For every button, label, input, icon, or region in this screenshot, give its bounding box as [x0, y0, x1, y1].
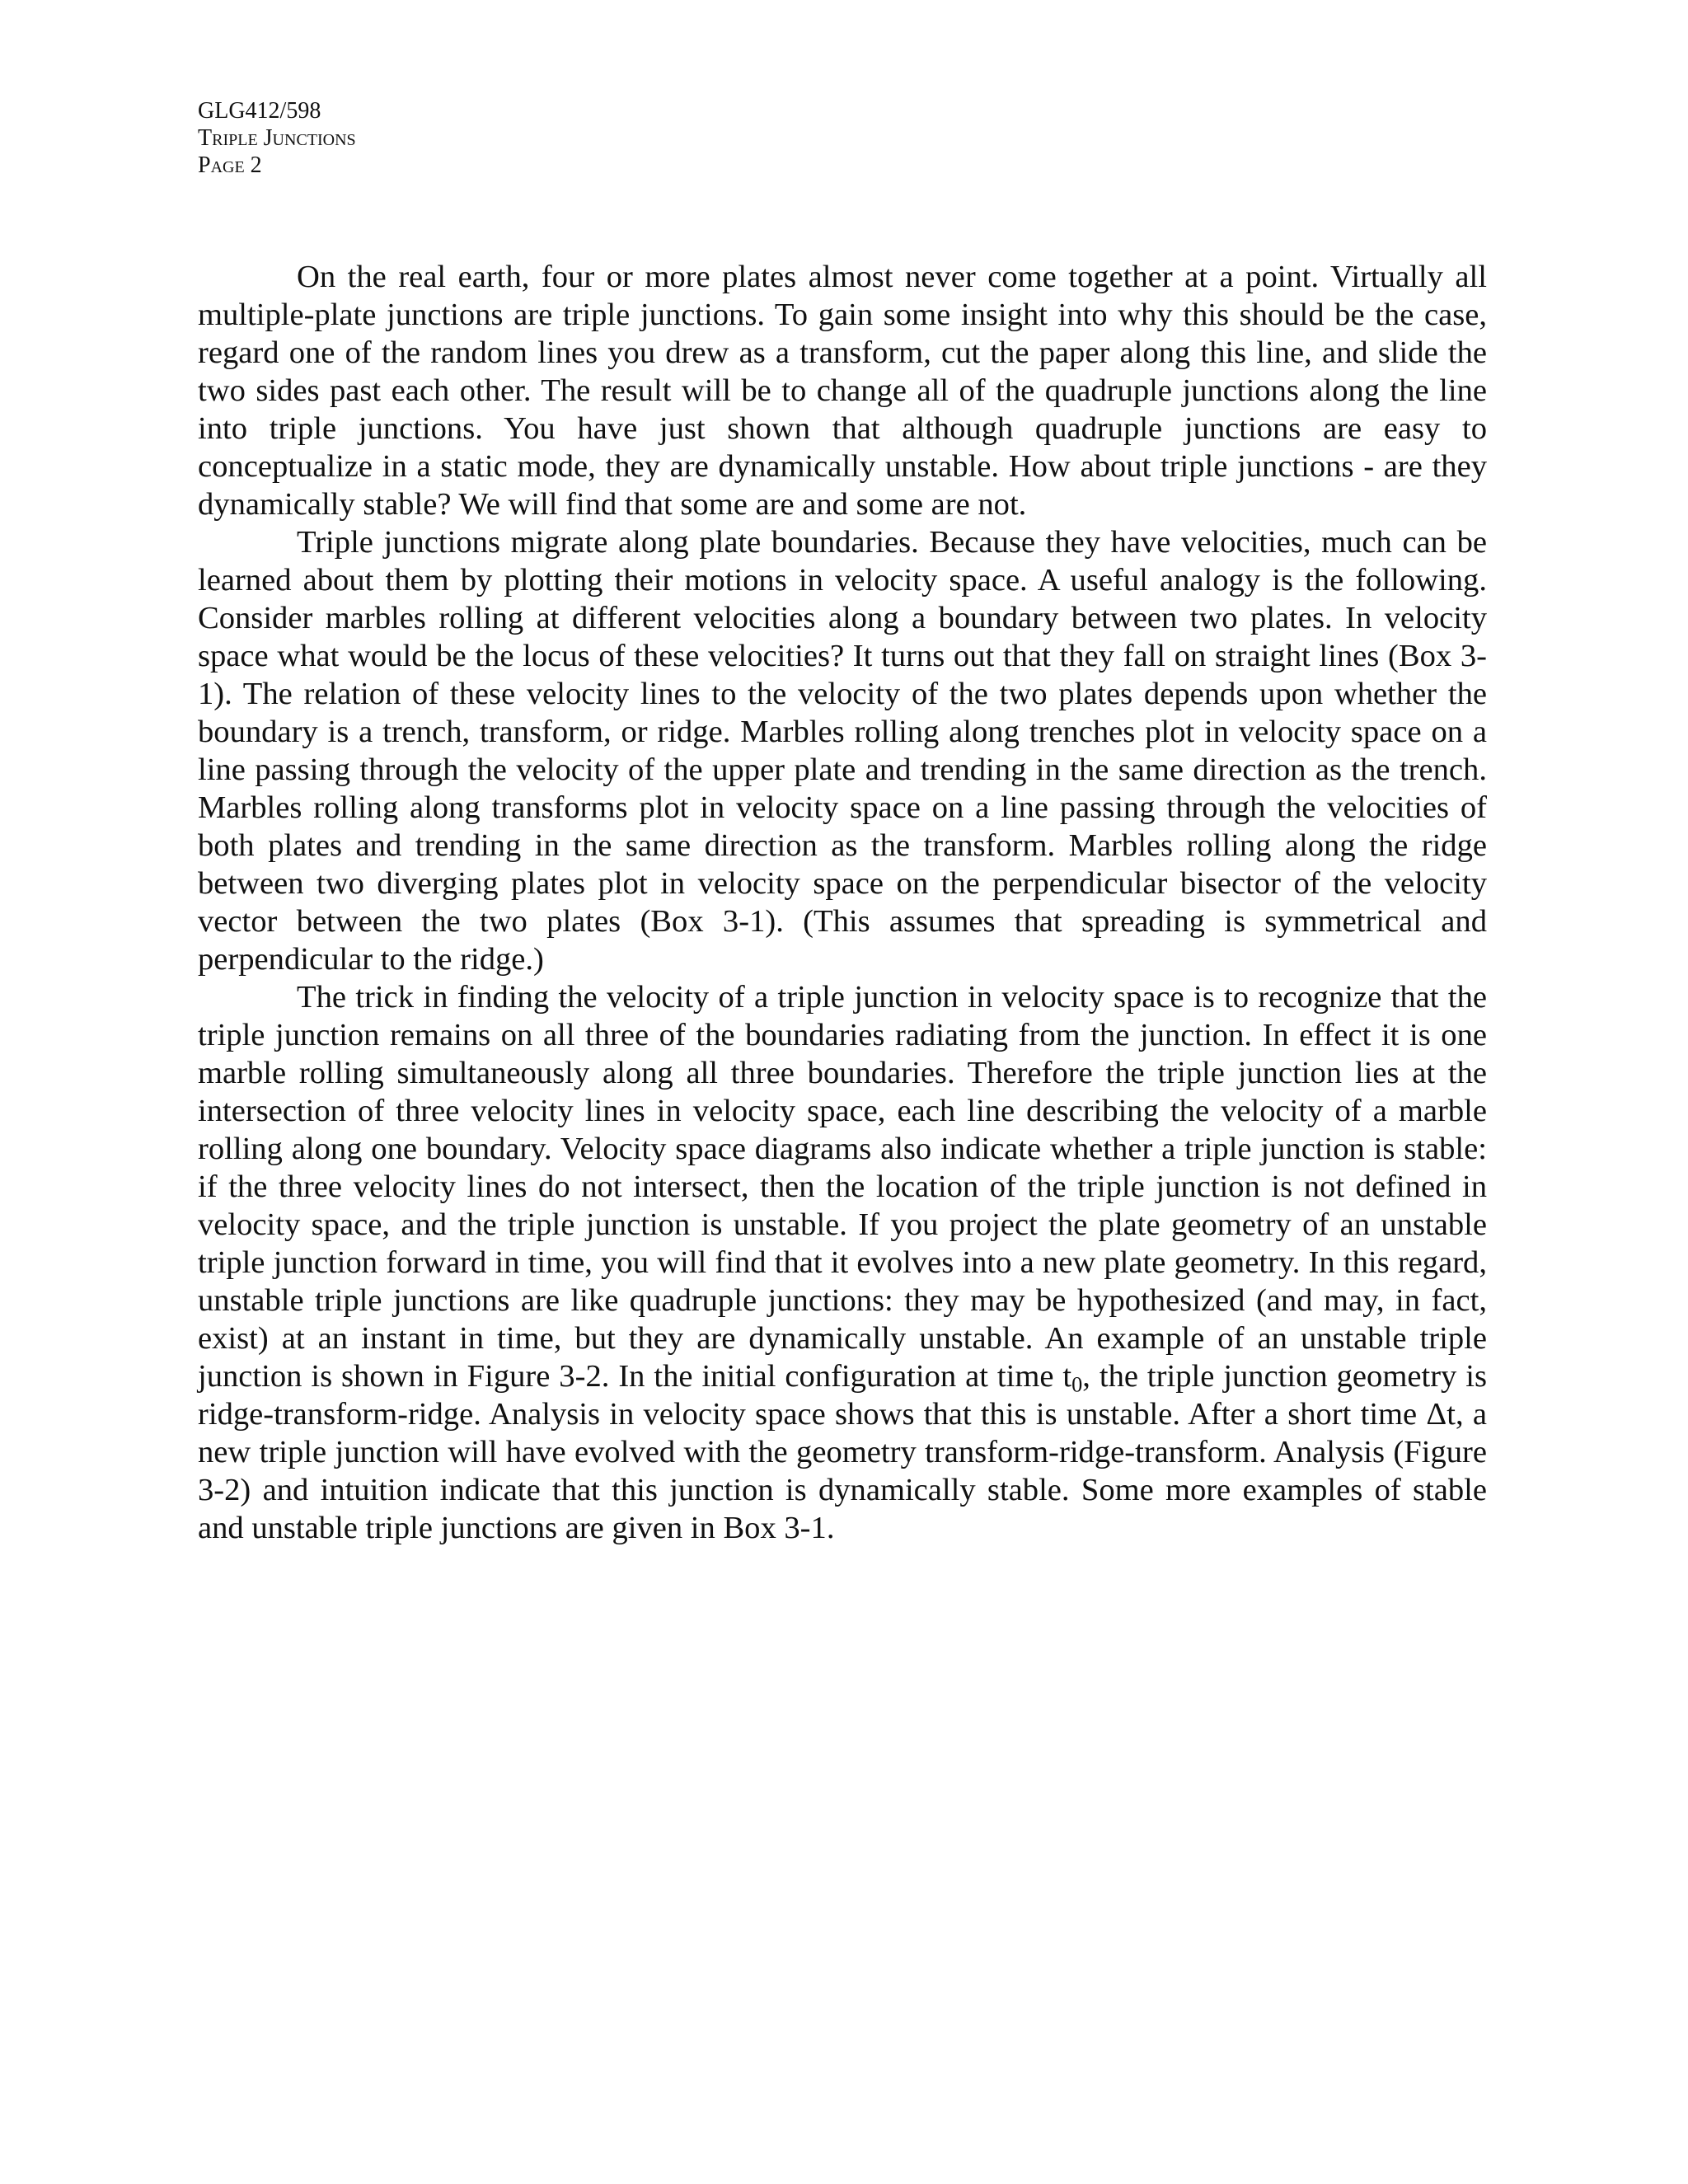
- paragraph-text-part-2: , the triple junction geometry is ridge-transform-ridge. Analysis in velocity space shows that this is unstable. After a short time Δt, a new triple junction will have evolved with the geometry transform-ridge-transform. Analysis (Figure 3-2) and intuition indicate that this junction is dynamically stable. Some more examples of stable and unstable triple junctions are given in Box 3-1.: [198, 1359, 1487, 1545]
- paragraph-velocity-space: Triple junctions migrate along plate boundaries. Because they have velocities, much can be learned about them by plotting their motions in velocity space. A useful analogy is the following. Consider marbles rolling at different velocities along a boundary between two plates. In velocity space what would be the locus of these velocities? It turns out that they fall on straight lines (Box 3-1). The relation of these velocity lines to the velocity of the two plates depends upon whether the boundary is a trench, transform, or ridge. Marbles rolling along trenches plot in velocity space on a line passing through the velocity of the upper plate and trending in the same direction as the trench. Marbles rolling along transforms plot in velocity space on a line passing through the velocities of both plates and trending in the same direction as the transform. Marbles rolling along the ridge between two diverging plates plot in velocity space on the perpendicular bisector of the velocity vector between the two plates (Box 3-1). (This assumes that spreading is symmetrical and perpendicular to the ridge.): [198, 525, 1487, 977]
- page-number: Page 2: [198, 152, 262, 178]
- time-subscript: 0: [1071, 1372, 1083, 1397]
- paragraph-triple-junction-stability: [198, 978, 1487, 1547]
- document-body: [198, 258, 1487, 1547]
- paragraph-plate-junctions: On the real earth, four or more plates almost never come together at a point. Virtually all multiple-plate junctions are triple junctions. To gain some insight into why this should be the case, regard one of the random lines you drew as a transform, cut the paper along this line, and slide the two sides past each other. The result will be to change all of the quadruple junctions along the line into triple junctions. You have just shown that although quadruple junctions are easy to conceptualize in a static mode, they are dynamically unstable. How about triple junctions - are they dynamically stable? We will find that some are and some are not.: [198, 260, 1487, 522]
- document-topic: Triple Junctions: [198, 125, 356, 151]
- paragraph-text-part-1: The trick in finding the velocity of a triple junction in velocity space is to recognize that the triple junction remains on all three of the boundaries radiating from the junction. In effect it is one marble rolling simultaneously along all three boundaries. Therefore the triple junction lies at the intersection of three velocity lines in velocity space, each line describing the velocity of a marble rolling along one boundary. Velocity space diagrams also indicate whether a triple junction is stable: if the three velocity lines do not intersect, then the location of the triple junction is not defined in velocity space, and the triple junction is unstable. If you project the plate geometry of an unstable triple junction forward in time, you will find that it evolves into a new plate geometry. In this regard, unstable triple junctions are like quadruple junctions: they may be hypothesized (and may, in fact, exist) at an instant in time, but they are dynamically unstable. An example of an unstable triple junction is shown in Figure 3-2. In the initial configuration at time t: [198, 980, 1487, 1394]
- page-header: [198, 97, 356, 179]
- course-code: GLG412/598: [198, 98, 321, 124]
